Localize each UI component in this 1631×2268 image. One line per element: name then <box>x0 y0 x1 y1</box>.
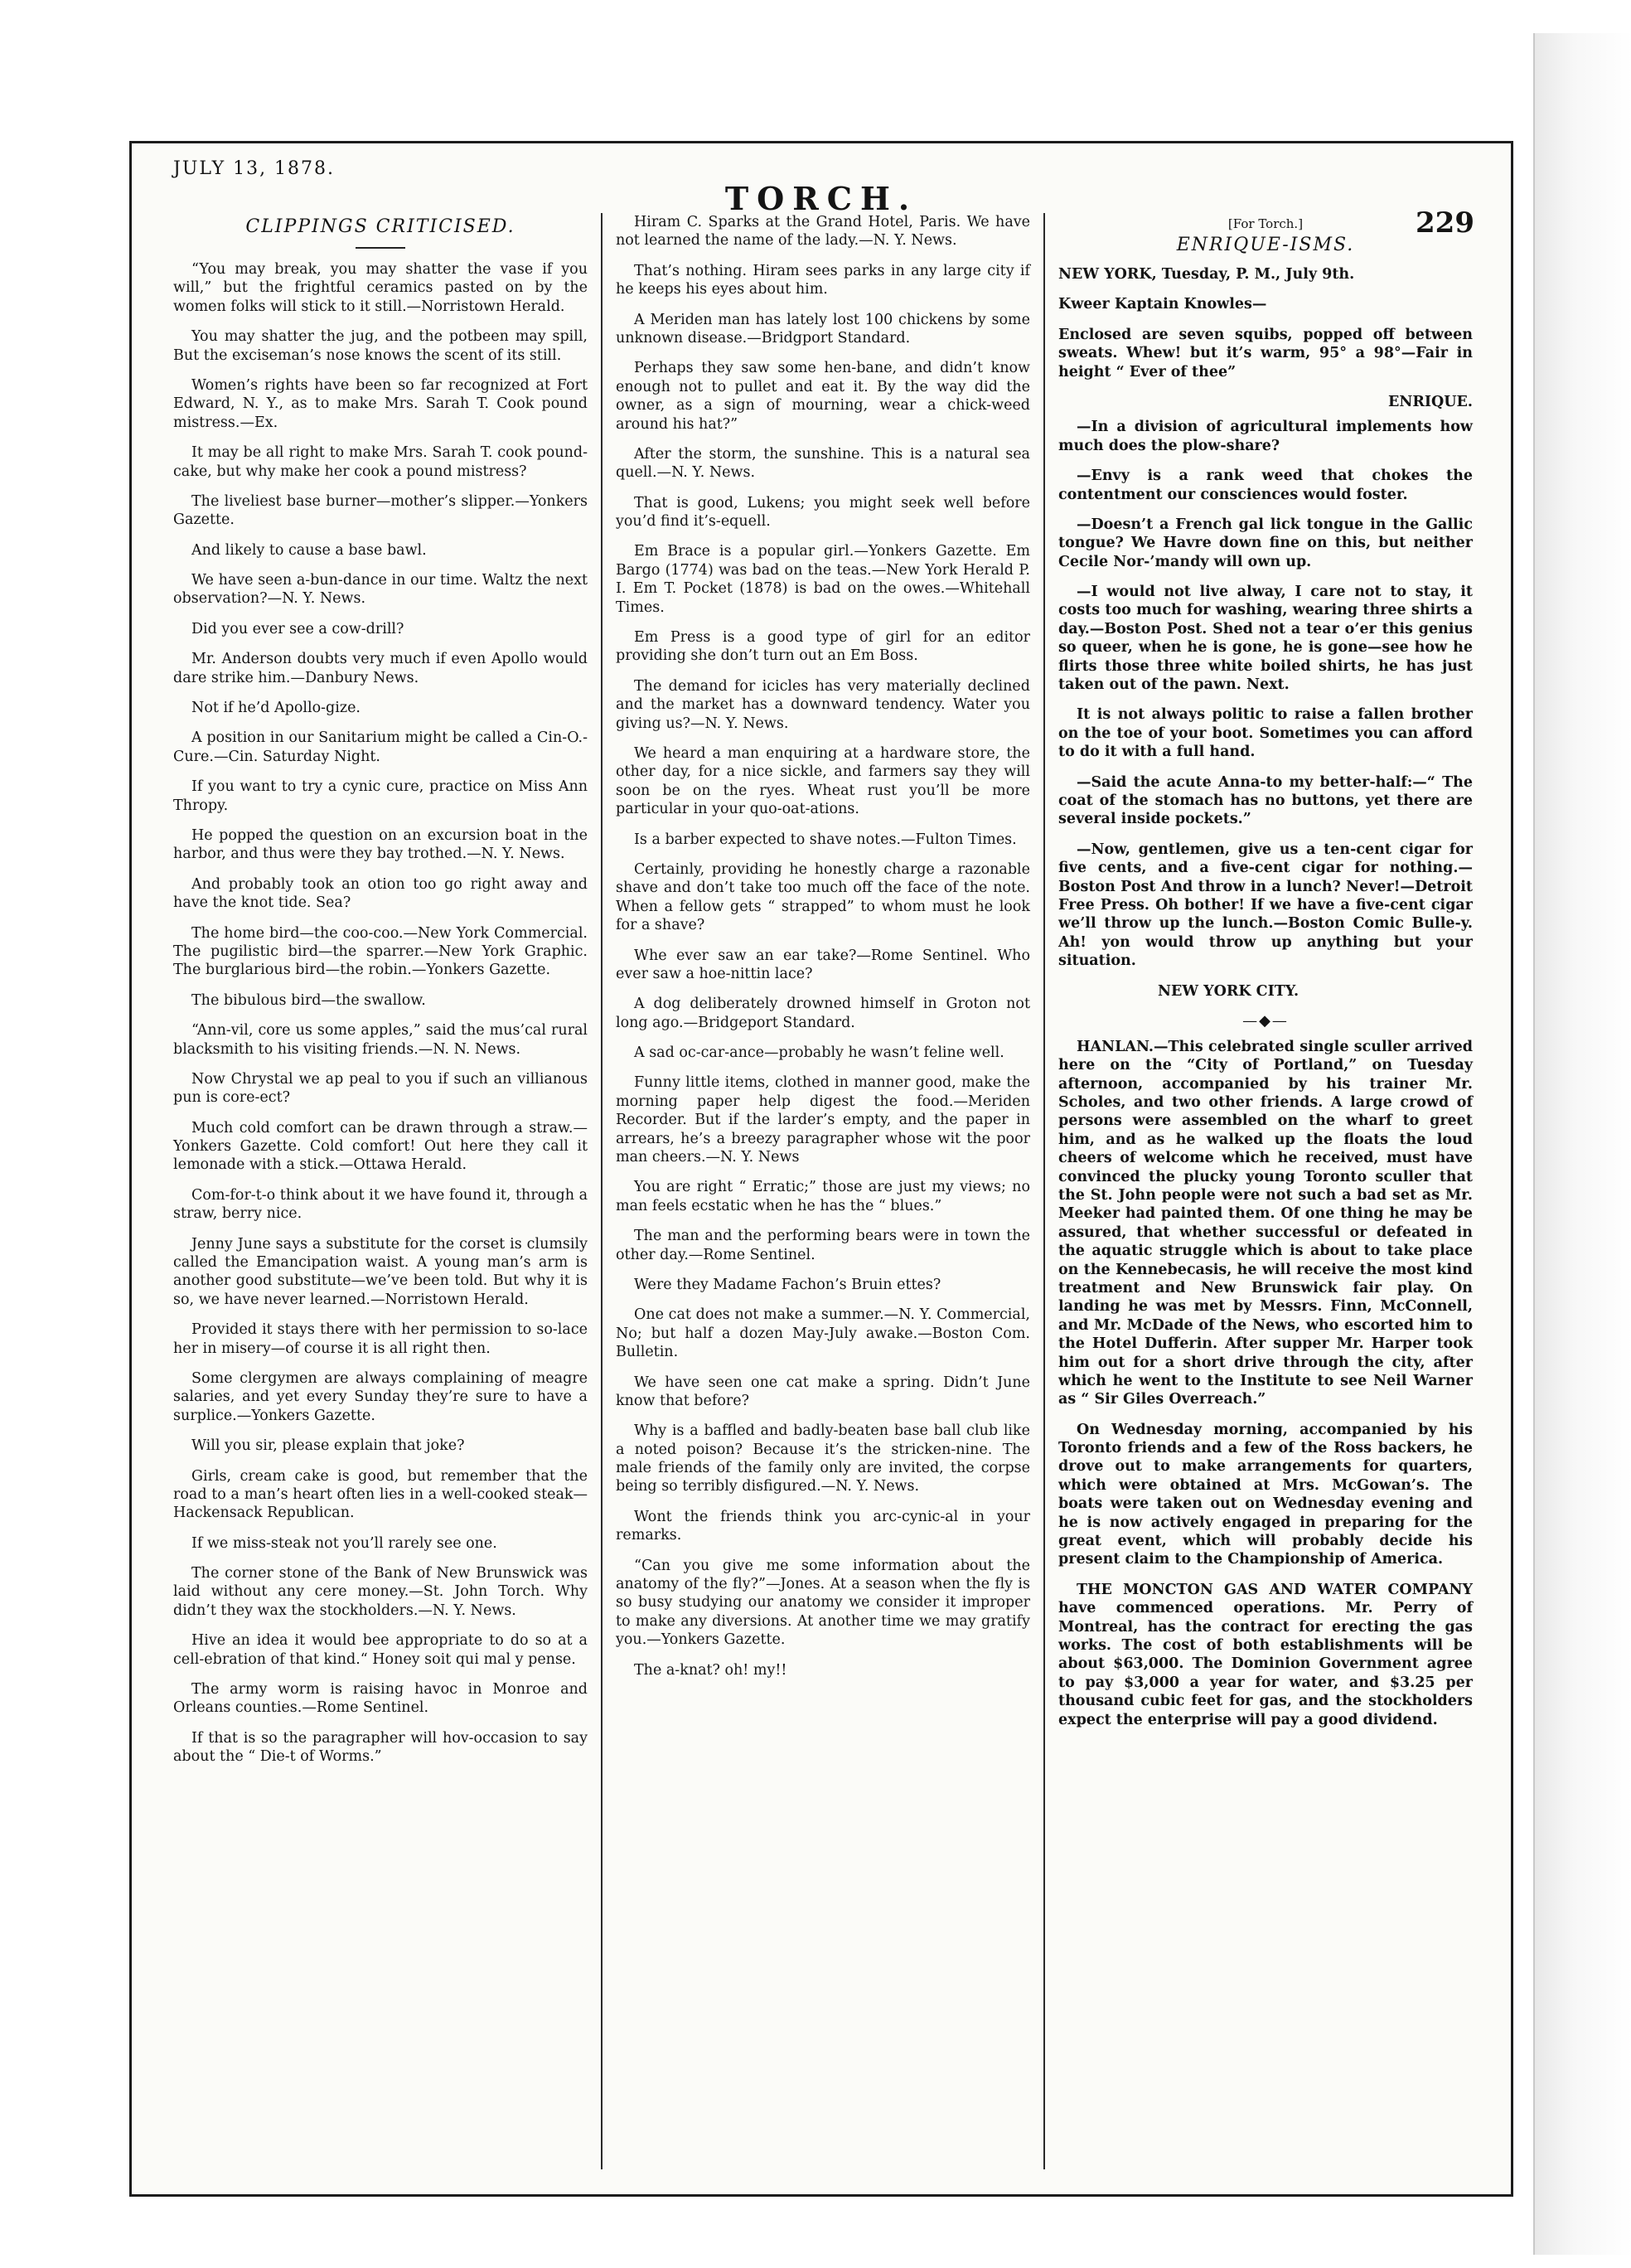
paragraph: The corner stone of the Bank of New Brunswick was laid without any cere money.—St. John Torch. Why didn’t they wax the stockholders.—N. Y. News. <box>173 1565 588 1619</box>
paragraph: A Meriden man has lately lost 100 chickens by some unknown disease.—Bridgport Standard. <box>616 311 1030 346</box>
paragraph: The man and the performing bears were in town the other day.—Rome Sentinel. <box>616 1228 1030 1263</box>
masthead: TORCH. <box>724 180 918 217</box>
paragraph: We have seen one cat make a spring. Didn’t June know that before? <box>616 1374 1030 1409</box>
paragraph: THE MONCTON GAS AND WATER COMPANY have commenced operations. Mr. Perry of Montreal, has the contract for erecting the gas works. The cost of both establishments will be about $63,000. The Dominion Government agree to pay $3,000 a year for water, and $3.25 per thousand cubic feet for gas, and the stockholders expect the enterprise will pay a good dividend. <box>1058 1581 1473 1728</box>
paragraph: We heard a man enquiring at a hardware store, the other day, for a nice sickle, and farmers say they will soon be on the ryes. Wheat rust you’ll be more particular in your quo-oat-ations. <box>616 744 1030 818</box>
paragraph: If we miss-steak not you’ll rarely see one. <box>191 1534 497 1552</box>
paragraph: Com-for-t-o think about it we have found it, through a straw, berry nice. <box>173 1186 588 1223</box>
paragraph: NEW YORK, Tuesday, P. M., July 9th. <box>1058 266 1355 283</box>
paragraph: The army worm is raising havoc in Monroe and Orleans counties.—Rome Sentinel. <box>173 1681 588 1717</box>
paragraph: Is a barber expected to shave notes.—Fulton Times. <box>634 831 1017 848</box>
column-heading: CLIPPINGS CRITICISED. <box>245 216 515 237</box>
paragraph: Wont the friends think you arc-cynic-al in your remarks. <box>616 1508 1030 1544</box>
paragraph: Whe ever saw an ear take?—Rome Sentinel. Who ever saw a hoe-nittin lace? <box>616 947 1030 982</box>
paragraph: Enclosed are seven squibs, popped off between sweats. Whew! but it’s warm, 95° a 98°—Fair in height “ Ever of thee” <box>1058 326 1473 380</box>
divider <box>356 247 405 249</box>
paragraph: You are right “ Erratic;” those are just my views; no man feels ecstatic when he has the “ blues.” <box>616 1179 1030 1214</box>
paragraph: HANLAN.—This celebrated single sculler arrived here on the “City of Portland,” on Tuesday afternoon, accompanied by his trainer Mr. Scholes, and two other friends. A large crowd of persons were assembled on the wharf to greet him, and as he walked up the floats the loud cheers of welcome which he received, must have convinced the plucky young Toronto sculler that the St. John people were not such a bad set as Mr. Meeker had painted them. Of one thing he may be assured, that whether successful or defeated in the aquatic struggle which is about to take place on the Kennebecasis, he will receive the most kind treatment and New Brunswick fair play. On landing he was met by Messrs. Finn, McConnell, and Mr. McDade of the News, who escorted him to the Hotel Dufferin. After supper Mr. Harper took him out for a short drive through the city, after which he went to the Institute to see Neil Warner as “ Sir Giles Overreach.” <box>1058 1038 1473 1408</box>
paragraph: “You may break, you may shatter the vase if you will,” but the frightful ceramics pasted on by the women folks will stick to it still.—Norristown Herald. <box>173 261 588 315</box>
paragraph: If you want to try a cynic cure, practice on Miss Ann Thropy. <box>173 778 588 814</box>
paragraph: Funny little items, clothed in manner good, make the morning paper help digest the food.—Meriden Recorder. But if the larder’s empty, and the paper in arrears, he’s a breezy paragrapher whose wit the poor man cheers.—N. Y. News <box>616 1074 1030 1166</box>
paragraph: Did you ever see a cow-drill? <box>191 620 404 637</box>
paragraph: Hiram C. Sparks at the Grand Hotel, Paris. We have not learned the name of the lady.—N. Y. News. <box>616 214 1030 250</box>
paragraph: It is not always politic to raise a fallen brother on the toe of your boot. Sometimes you can afford to do it with a full hand. <box>1058 706 1473 761</box>
paragraph: —Envy is a rank weed that chokes the contentment our consciences would foster. <box>1058 468 1473 503</box>
paragraph: The liveliest base burner—mother’s slipper.—Yonkers Gazette. <box>173 492 588 529</box>
paragraph: Why is a baffled and badly-beaten base ball club like a noted poison? Because it’s the stricken-nine. The male friends of the family only are invited, the corpse being so terribly disfigured.—N. Y. News. <box>616 1422 1030 1495</box>
issue-date: JULY 13, 1878. <box>173 158 336 179</box>
paragraph: A position in our Sanitarium might be called a Cin-O.-Cure.—Cin. Saturday Night. <box>173 729 588 765</box>
paragraph: The bibulous bird—the swallow. <box>191 991 426 1009</box>
paragraph: Were they Madame Fachon’s Bruin ettes? <box>634 1276 941 1293</box>
paragraph: Women’s rights have been so far recognized at Fort Edward, N. Y., as to make Mrs. Sarah T. Cook pound mistress.—Ex. <box>173 376 588 431</box>
paragraph: The a-knat? oh! my!! <box>634 1661 787 1679</box>
paragraph: —In a division of agricultural implements how much does the plow-share? <box>1058 419 1473 454</box>
paragraph: Kweer Kaptain Knowles— <box>1058 296 1267 313</box>
paragraph: Mr. Anderson doubts very much if even Apollo would dare strike him.—Danbury News. <box>173 651 588 686</box>
column-enrique-isms <box>1043 213 1486 2169</box>
paragraph: Jenny June says a substitute for the corset is clumsily called the Emancipation waist. A young man’s arm is another good substitute—we’ve been told. But why it is so, we have never learned.—Norristown Herald. <box>173 1235 588 1308</box>
paragraph: “Can you give me some information about the anatomy of the fly?”—Jones. At a season when the fly is so busy studying our anatomy we consider it improper to make any diversions. At another time we may gratify you.—Yonkers Gazette. <box>616 1557 1030 1649</box>
paragraph: A sad oc-car-ance—probably he wasn’t feline well. <box>634 1044 1004 1062</box>
paragraph: A dog deliberately drowned himself in Groton not long ago.—Bridgeport Standard. <box>616 996 1030 1031</box>
paragraph: Em Press is a good type of girl for an editor providing she don’t turn out an Em Boss. <box>616 629 1030 665</box>
letter-intro <box>1058 265 1473 381</box>
paragraph: On Wednesday morning, accompanied by his Toronto friends and a few of the Ross backers, he drove out to make arrangements for quarters, which were obtained at Mrs. McGowan’s. The boats were taken out on Wednesday evening and he is now actively engaged in preparing for the great event, which will probably decide his present claim to the Championship of America. <box>1058 1421 1473 1568</box>
ornament-divider: —◆— <box>1242 1011 1289 1030</box>
page-edge-shadow <box>1533 33 1631 2255</box>
paragraph: That is good, Lukens; you might seek well before you’d find it’s-equell. <box>616 494 1030 531</box>
paragraph: He popped the question on an excursion boat in the harbor, and thus were they bay trothed.—N. Y. News. <box>173 826 588 863</box>
paragraph: Much cold comfort can be drawn through a straw.—Yonkers Gazette. Cold comfort! Out here they call it lemonade with a stick.—Ottawa Herald. <box>173 1119 588 1174</box>
paragraph: And probably took an otion too go right away and have the knot tide. Sea? <box>173 875 588 912</box>
column-body <box>1058 418 1473 970</box>
paragraph: That’s nothing. Hiram sees parks in any large city if he keeps his eyes about him. <box>616 262 1030 298</box>
paragraph: Certainly, providing he honestly charge a razonable shave and don’t take too much off the face of the note. When a fellow gets “ strapped” to whom must he look for a shave? <box>616 860 1030 934</box>
paragraph: One cat does not make a summer.—N. Y. Commercial, No; but half a dozen May-July awake.—Boston Com. Bulletin. <box>616 1306 1030 1361</box>
paragraph: Provided it stays there with her permission to so-lace her in misery—of course it is all right then. <box>173 1321 588 1357</box>
paragraph: Perhaps they saw some hen-bane, and didn’t know enough not to pullet and eat it. By the way did the owner, as a sign of mourning, wear a chick-weed around his hat?” <box>616 360 1030 433</box>
column-subhead: [For Torch.] <box>1227 216 1304 231</box>
paragraph: —Doesn’t a French gal lick tongue in the Gallic tongue? We Havre down fine on this, but neither Cecile Nor-’mandy will own up. <box>1058 516 1473 570</box>
paragraph: And likely to cause a base bawl. <box>191 541 427 559</box>
paragraph: We have seen a-bun-dance in our time. Waltz the next observation?—N. Y. News. <box>173 572 588 608</box>
column-clippings <box>160 213 601 2169</box>
signature: NEW YORK CITY. <box>1158 982 1299 1000</box>
paragraph: Hive an idea it would bee appropriate to do so at a cell-ebration of that kind.“ Honey soit qui mal y pense. <box>173 1632 588 1668</box>
paragraph: Girls, cream cake is good, but remember that the road to a man’s heart often lies in a well-cooked steak—Hackensack Republican. <box>173 1467 588 1522</box>
paragraph: “Ann-vil, core us some apples,” said the mus’cal rural blacksmith to his visiting friends.—N. N. News. <box>173 1022 588 1058</box>
column-heading: ENRIQUE-ISMS. <box>1176 235 1355 255</box>
column-middle <box>601 213 1043 2169</box>
paragraph: —Said the acute Anna-to my better-half:—“ The coat of the stomach has no buttons, yet there are several inside pockets.” <box>1058 773 1473 828</box>
column-articles <box>1058 1038 1473 1729</box>
paragraph: It may be all right to make Mrs. Sarah T. cook pound-cake, but why make her cook a pound mistress? <box>173 444 588 480</box>
paragraph: The home bird—the coo-coo.—New York Commercial. The pugilistic bird—the sparrer.—New York Graphic. The burglarious bird—the robin.—Yonkers Gazette. <box>173 924 588 979</box>
paragraph: After the storm, the sunshine. This is a natural sea quell.—N. Y. News. <box>616 445 1030 482</box>
paragraph: The demand for icicles has very materially declined and the market has a downward tendency. Water you giving us?—N. Y. News. <box>616 677 1030 732</box>
newspaper-page <box>129 141 1513 2197</box>
column-body <box>616 213 1030 1679</box>
paragraph: Not if he’d Apollo-gize. <box>191 700 361 717</box>
page-number: 229 <box>1416 206 1474 240</box>
signature: ENRIQUE. <box>1387 393 1473 410</box>
paragraph: You may shatter the jug, and the potbeen may spill, But the exciseman’s nose knows the scent of its still. <box>173 328 588 364</box>
paragraph: Now Chrystal we ap peal to you if such an villianous pun is core-ect? <box>173 1070 588 1107</box>
paragraph: If that is so the paragrapher will hov-occasion to say about the “ Die-t of Worms.” <box>173 1729 588 1766</box>
columns <box>160 213 1486 2169</box>
paragraph: —Now, gentlemen, give us a ten-cent cigar for five cents, and a five-cent cigar for nothing.—Boston Post And throw in a lunch? Never!—Detroit Free Press. Oh bother! If we have a five-cent cigar we’ll throw up the lunch.—Boston Comic Bulle-y. Ah! yon would throw up anything but your situation. <box>1058 841 1473 970</box>
paragraph: —I would not live alway, I care not to stay, it costs too much for washing, wearing three shirts a day.—Boston Post. Shed not a tear o’er this genius so queer, when he is gone, he is gone—see how he flirts those three white boiled shirts, he has just taken out of the pawn. Next. <box>1058 584 1473 694</box>
paragraph: Em Brace is a popular girl.—Yonkers Gazette. Em Bargo (1774) was bad on the teas.—New York Herald P. I. Em T. Pocket (1878) is bad on the owes.—Whitehall Times. <box>616 543 1030 616</box>
paragraph: Will you sir, please explain that joke? <box>191 1437 465 1455</box>
column-body <box>173 260 588 1766</box>
paragraph: Some clergymen are always complaining of meagre salaries, and yet every Sunday they’re sure to have a surplice.—Yonkers Gazette. <box>173 1369 588 1424</box>
